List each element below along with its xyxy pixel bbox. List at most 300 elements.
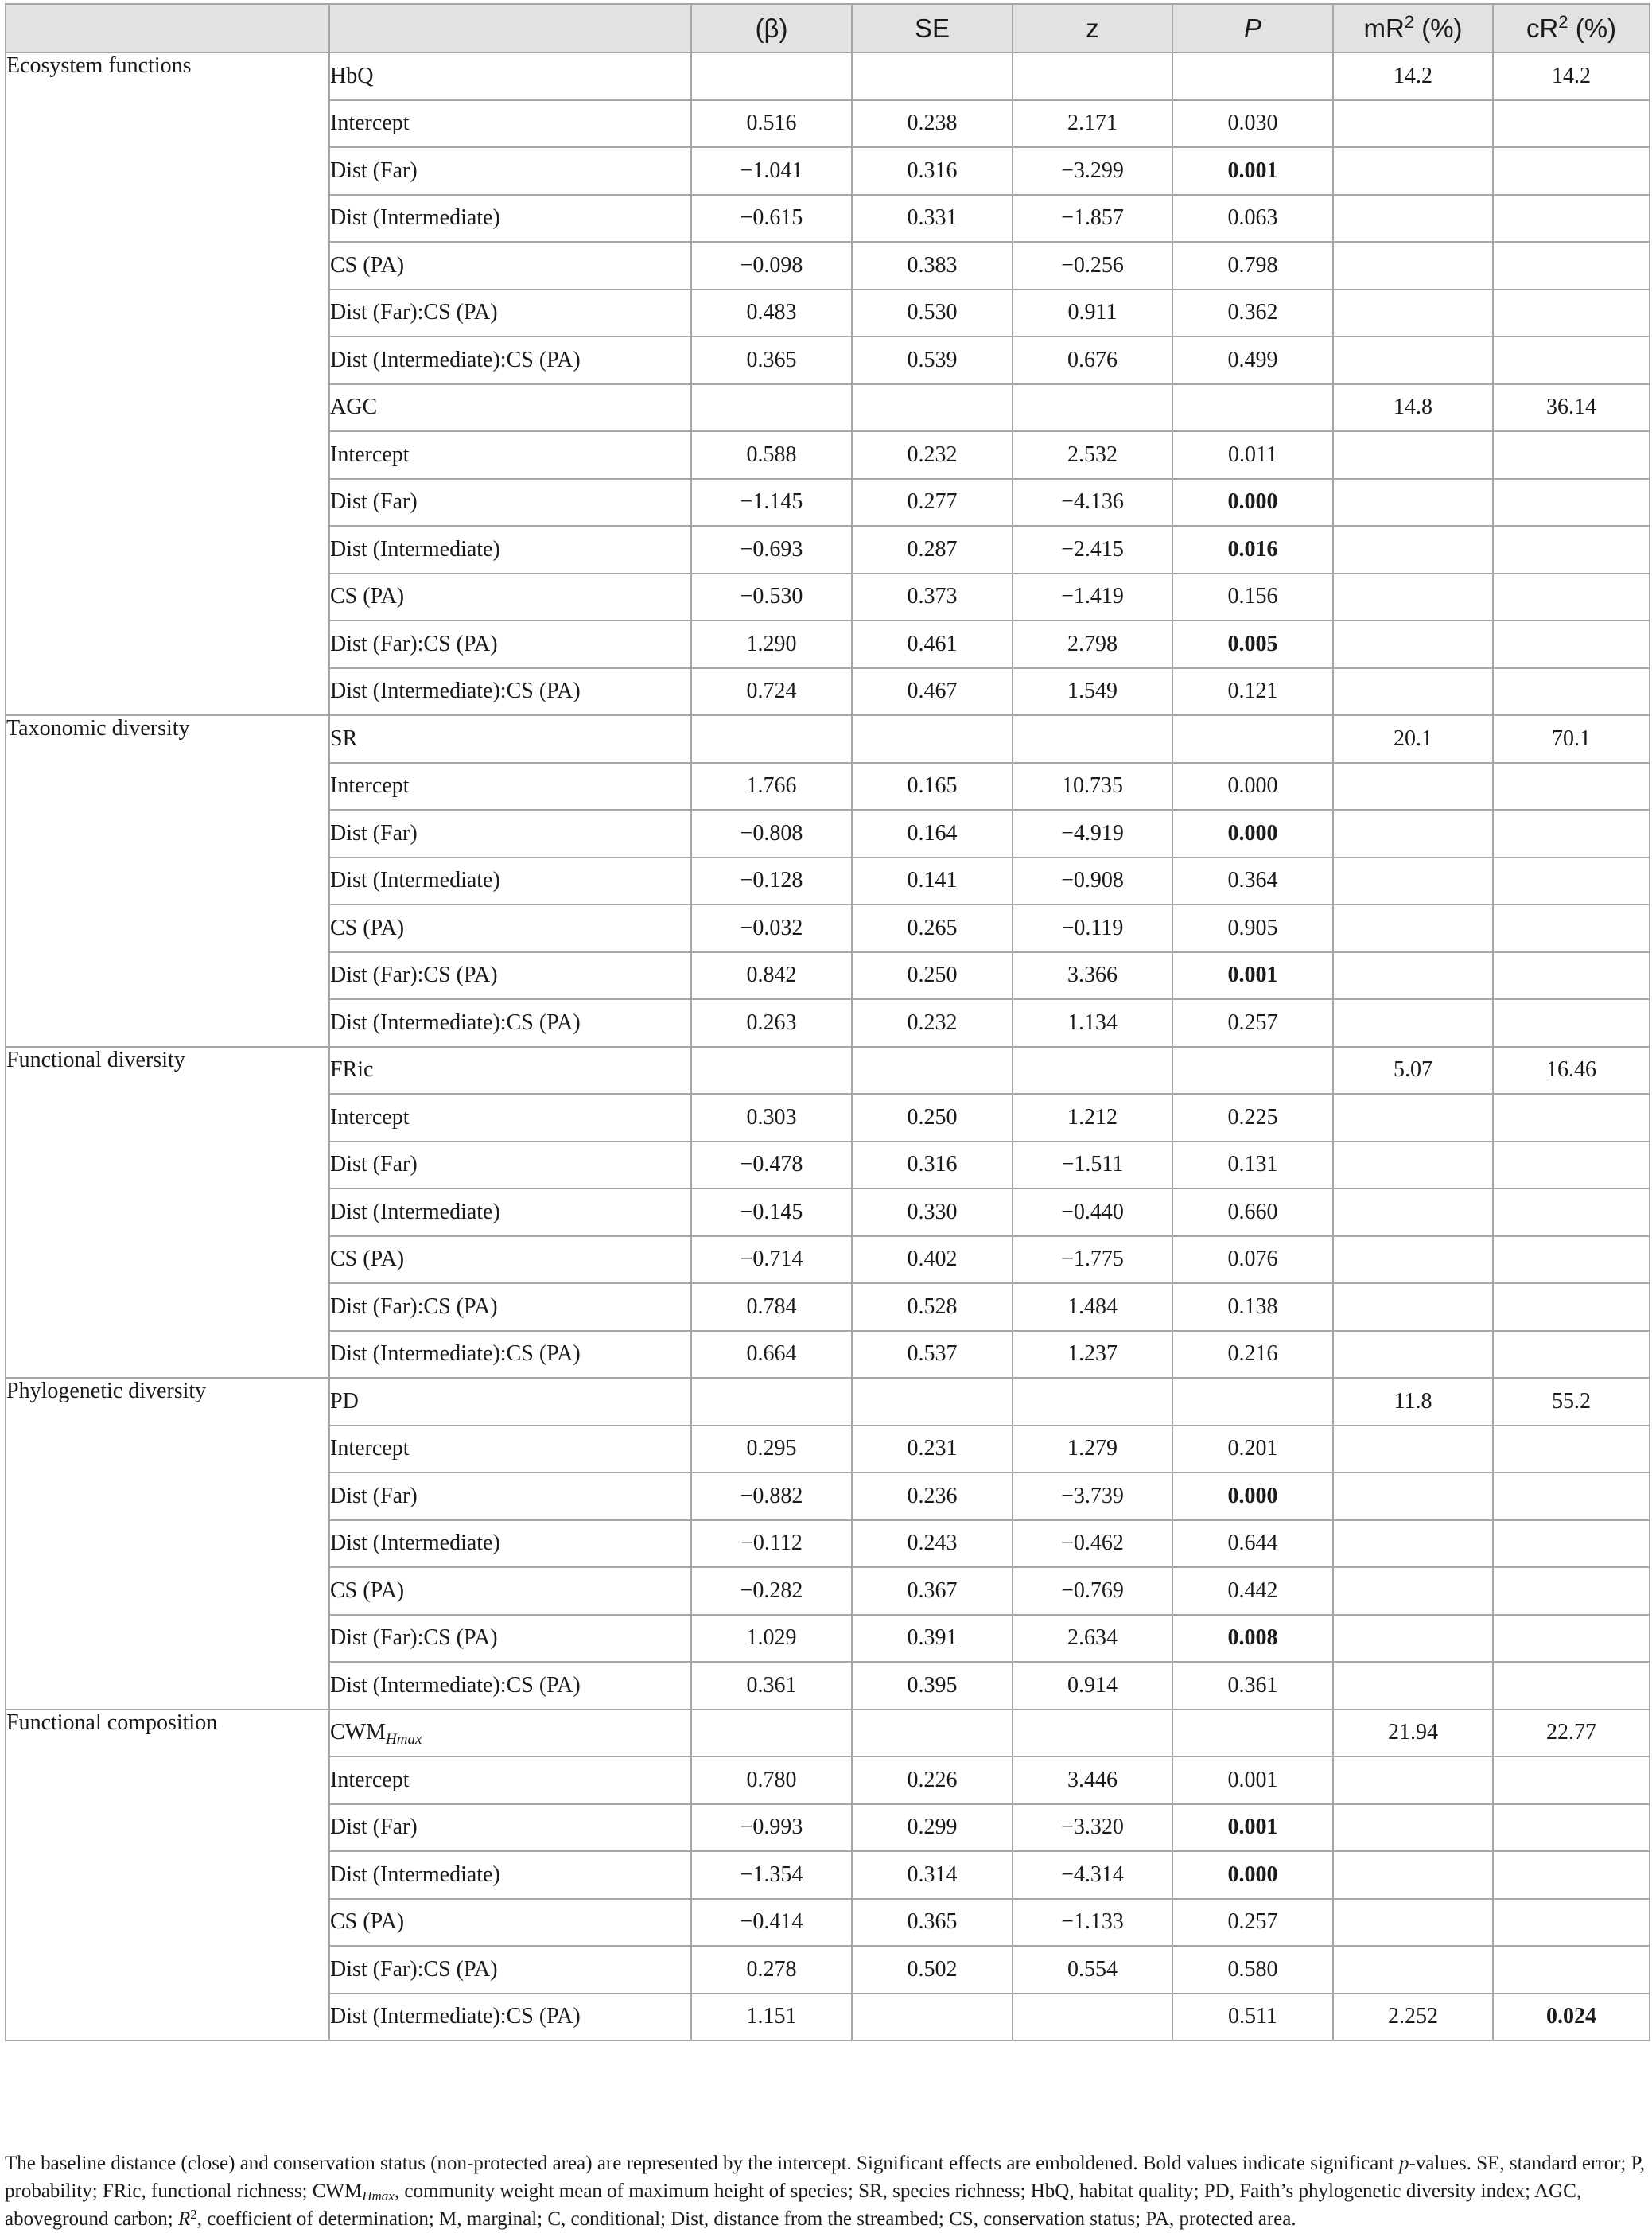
beta-cell: −0.128 xyxy=(691,858,852,905)
p-cell: 0.063 xyxy=(1172,195,1333,243)
se-cell: 0.265 xyxy=(852,904,1013,952)
se-cell: 0.232 xyxy=(852,431,1013,479)
cr2-cell xyxy=(1493,431,1650,479)
beta-cell: 1.151 xyxy=(691,1994,852,2041)
header-z: z xyxy=(1013,4,1172,53)
cr2-cell xyxy=(1493,999,1650,1047)
p-cell: 0.030 xyxy=(1172,100,1333,148)
cr2-cell xyxy=(1493,858,1650,905)
term-label: Dist (Far) xyxy=(329,1142,691,1189)
group-label: Functional diversity xyxy=(6,1047,329,1379)
cr2-cell: 55.2 xyxy=(1493,1378,1650,1426)
cr2-cell xyxy=(1493,1567,1650,1615)
mr2-cell xyxy=(1333,763,1493,811)
mr2-cell xyxy=(1333,195,1493,243)
beta-cell: 0.724 xyxy=(691,668,852,716)
footnote-r-sup: 2 xyxy=(190,2207,197,2222)
beta-cell xyxy=(691,53,852,100)
beta-cell: −0.112 xyxy=(691,1520,852,1568)
se-cell: 0.299 xyxy=(852,1804,1013,1852)
se-cell xyxy=(852,1047,1013,1095)
p-cell: 0.138 xyxy=(1172,1283,1333,1331)
p-cell: 0.131 xyxy=(1172,1142,1333,1189)
cr2-cell xyxy=(1493,337,1650,384)
header-mr2-sup: 2 xyxy=(1404,11,1415,32)
p-cell xyxy=(1172,715,1333,763)
footnote-part-2: -values. SE, standard error; P, probability; FRic, functional richness; CWM xyxy=(5,2153,1645,2202)
response-row xyxy=(6,1378,1650,1426)
beta-cell: 0.516 xyxy=(691,100,852,148)
beta-cell xyxy=(691,1710,852,1757)
header-cr2-tail: (%) xyxy=(1568,13,1617,43)
mr2-cell xyxy=(1333,1283,1493,1331)
se-cell: 0.365 xyxy=(852,1899,1013,1947)
z-cell: 1.484 xyxy=(1013,1283,1172,1331)
mr2-cell xyxy=(1333,574,1493,621)
mr2-cell xyxy=(1333,1756,1493,1804)
beta-cell: 0.361 xyxy=(691,1662,852,1710)
z-cell: −1.511 xyxy=(1013,1142,1172,1189)
se-cell: 0.373 xyxy=(852,574,1013,621)
cr2-cell xyxy=(1493,1283,1650,1331)
response-label-text: FRic xyxy=(330,1057,374,1083)
mr2-cell xyxy=(1333,1188,1493,1236)
response-label-text: AGC xyxy=(330,395,378,420)
cr2-cell xyxy=(1493,1331,1650,1379)
beta-cell: −0.098 xyxy=(691,242,852,290)
term-label: Dist (Far):CS (PA) xyxy=(329,620,691,668)
mr2-cell xyxy=(1333,290,1493,337)
term-label: Dist (Intermediate):CS (PA) xyxy=(329,999,691,1047)
cr2-cell xyxy=(1493,290,1650,337)
term-label: Intercept xyxy=(329,431,691,479)
table-footnote xyxy=(5,2149,1648,2233)
mr2-cell xyxy=(1333,100,1493,148)
cr2-cell xyxy=(1493,1851,1650,1899)
cr2-cell: 0.024 xyxy=(1493,1994,1650,2041)
cr2-cell xyxy=(1493,904,1650,952)
header-cr2-sup: 2 xyxy=(1558,11,1568,32)
se-cell: 0.236 xyxy=(852,1472,1013,1520)
se-cell: 0.164 xyxy=(852,810,1013,858)
z-cell xyxy=(1013,1047,1172,1095)
response-row xyxy=(6,53,1650,100)
se-cell: 0.367 xyxy=(852,1567,1013,1615)
cr2-cell xyxy=(1493,1094,1650,1142)
mr2-cell: 2.252 xyxy=(1333,1994,1493,2041)
cr2-cell xyxy=(1493,1946,1650,1994)
p-cell: 0.660 xyxy=(1172,1188,1333,1236)
response-label xyxy=(329,384,691,432)
cr2-cell xyxy=(1493,1520,1650,1568)
z-cell xyxy=(1013,1710,1172,1757)
z-cell: −0.256 xyxy=(1013,242,1172,290)
term-label: Dist (Far):CS (PA) xyxy=(329,290,691,337)
beta-cell: −1.354 xyxy=(691,1851,852,1899)
response-label xyxy=(329,1378,691,1426)
cr2-cell xyxy=(1493,1662,1650,1710)
se-cell: 0.502 xyxy=(852,1946,1013,1994)
term-label: Dist (Intermediate) xyxy=(329,195,691,243)
beta-cell xyxy=(691,384,852,432)
footnote-p-italic: p xyxy=(1399,2153,1409,2174)
cr2-cell xyxy=(1493,1615,1650,1663)
cr2-cell: 36.14 xyxy=(1493,384,1650,432)
cr2-cell xyxy=(1493,668,1650,716)
p-cell: 0.156 xyxy=(1172,574,1333,621)
z-cell: −3.320 xyxy=(1013,1804,1172,1852)
p-cell: 0.001 xyxy=(1172,1756,1333,1804)
term-label: Dist (Intermediate) xyxy=(329,1851,691,1899)
response-row xyxy=(6,1710,1650,1757)
mr2-cell xyxy=(1333,242,1493,290)
term-label: Intercept xyxy=(329,1756,691,1804)
mr2-cell xyxy=(1333,858,1493,905)
table-body xyxy=(6,53,1650,2040)
z-cell: −0.462 xyxy=(1013,1520,1172,1568)
beta-cell: 0.842 xyxy=(691,952,852,1000)
cr2-cell xyxy=(1493,763,1650,811)
mr2-cell xyxy=(1333,1946,1493,1994)
p-cell xyxy=(1172,384,1333,432)
se-cell xyxy=(852,384,1013,432)
footnote-part-1: The baseline distance (close) and conservation status (non-protected area) are represented by the intercept. Significant effects are emboldened. Bold values indicate significant xyxy=(5,2153,1400,2174)
cr2-cell xyxy=(1493,100,1650,148)
z-cell: 1.134 xyxy=(1013,999,1172,1047)
z-cell: −1.419 xyxy=(1013,574,1172,621)
z-cell: −4.136 xyxy=(1013,479,1172,527)
cr2-cell: 16.46 xyxy=(1493,1047,1650,1095)
term-label: Dist (Intermediate):CS (PA) xyxy=(329,337,691,384)
term-label: Intercept xyxy=(329,100,691,148)
term-label: Dist (Intermediate):CS (PA) xyxy=(329,1662,691,1710)
p-cell: 0.000 xyxy=(1172,763,1333,811)
z-cell: −0.908 xyxy=(1013,858,1172,905)
se-cell: 0.528 xyxy=(852,1283,1013,1331)
p-cell: 0.361 xyxy=(1172,1662,1333,1710)
cr2-cell xyxy=(1493,242,1650,290)
mr2-cell: 5.07 xyxy=(1333,1047,1493,1095)
mr2-cell xyxy=(1333,1804,1493,1852)
p-cell: 0.201 xyxy=(1172,1426,1333,1473)
mr2-cell xyxy=(1333,1851,1493,1899)
p-cell: 0.016 xyxy=(1172,526,1333,574)
group-label: Functional composition xyxy=(6,1710,329,2041)
response-label-text: PD xyxy=(330,1388,359,1414)
beta-cell: −1.145 xyxy=(691,479,852,527)
se-cell: 0.250 xyxy=(852,952,1013,1000)
p-cell: 0.011 xyxy=(1172,431,1333,479)
se-cell: 0.250 xyxy=(852,1094,1013,1142)
response-label xyxy=(329,1047,691,1095)
term-label: Dist (Far) xyxy=(329,479,691,527)
se-cell: 0.537 xyxy=(852,1331,1013,1379)
term-label: Dist (Intermediate) xyxy=(329,858,691,905)
cr2-cell xyxy=(1493,1236,1650,1284)
se-cell: 0.165 xyxy=(852,763,1013,811)
se-cell xyxy=(852,53,1013,100)
response-label xyxy=(329,715,691,763)
z-cell: 1.212 xyxy=(1013,1094,1172,1142)
beta-cell xyxy=(691,1378,852,1426)
z-cell: −1.775 xyxy=(1013,1236,1172,1284)
beta-cell: −0.615 xyxy=(691,195,852,243)
z-cell: 0.911 xyxy=(1013,290,1172,337)
cr2-cell xyxy=(1493,620,1650,668)
header-mr2 xyxy=(1333,4,1493,53)
p-cell xyxy=(1172,53,1333,100)
se-cell: 0.383 xyxy=(852,242,1013,290)
group-label: Ecosystem functions xyxy=(6,53,329,715)
p-cell xyxy=(1172,1378,1333,1426)
p-cell: 0.798 xyxy=(1172,242,1333,290)
beta-cell: −0.145 xyxy=(691,1188,852,1236)
p-cell: 0.257 xyxy=(1172,999,1333,1047)
response-label-text: CWM xyxy=(330,1720,386,1745)
beta-cell: 1.290 xyxy=(691,620,852,668)
mr2-cell xyxy=(1333,337,1493,384)
mr2-cell xyxy=(1333,952,1493,1000)
cr2-cell xyxy=(1493,147,1650,195)
beta-cell: 0.303 xyxy=(691,1094,852,1142)
z-cell: 1.279 xyxy=(1013,1426,1172,1473)
mr2-cell: 11.8 xyxy=(1333,1378,1493,1426)
footnote-r-italic: R xyxy=(177,2208,191,2230)
z-cell: 3.446 xyxy=(1013,1756,1172,1804)
term-label: Intercept xyxy=(329,763,691,811)
footnote-part-3: , community weight mean of maximum height of species; SR, species richness; HbQ, habitat quality; PD, Faith’s phylogenetic diversity index; AGC, aboveground carbon; xyxy=(5,2180,1582,2230)
p-cell: 0.000 xyxy=(1172,810,1333,858)
beta-cell: 0.295 xyxy=(691,1426,852,1473)
footnote-hmax-sub: Hmax xyxy=(362,2188,395,2204)
cr2-cell xyxy=(1493,574,1650,621)
se-cell: 0.287 xyxy=(852,526,1013,574)
se-cell: 0.277 xyxy=(852,479,1013,527)
beta-cell xyxy=(691,1047,852,1095)
header-beta: (β) xyxy=(691,4,852,53)
term-label: Intercept xyxy=(329,1426,691,1473)
term-label: CS (PA) xyxy=(329,904,691,952)
cr2-cell xyxy=(1493,195,1650,243)
p-cell: 0.121 xyxy=(1172,668,1333,716)
z-cell: −4.314 xyxy=(1013,1851,1172,1899)
beta-cell: 0.483 xyxy=(691,290,852,337)
p-cell: 0.580 xyxy=(1172,1946,1333,1994)
mr2-cell xyxy=(1333,147,1493,195)
response-label-sub: Hmax xyxy=(386,1731,422,1749)
p-cell: 0.001 xyxy=(1172,147,1333,195)
p-cell: 0.000 xyxy=(1172,479,1333,527)
z-cell: 0.676 xyxy=(1013,337,1172,384)
z-cell xyxy=(1013,53,1172,100)
beta-cell xyxy=(691,715,852,763)
mr2-cell: 20.1 xyxy=(1333,715,1493,763)
p-cell: 0.000 xyxy=(1172,1472,1333,1520)
header-mr2-main: mR xyxy=(1363,13,1405,43)
p-cell: 0.000 xyxy=(1172,1851,1333,1899)
z-cell: 3.366 xyxy=(1013,952,1172,1000)
se-cell: 0.316 xyxy=(852,1142,1013,1189)
se-cell: 0.331 xyxy=(852,195,1013,243)
p-cell: 0.216 xyxy=(1172,1331,1333,1379)
header-mr2-tail: (%) xyxy=(1414,13,1463,43)
se-cell: 0.461 xyxy=(852,620,1013,668)
mr2-cell xyxy=(1333,1615,1493,1663)
z-cell xyxy=(1013,715,1172,763)
p-cell xyxy=(1172,1710,1333,1757)
response-row xyxy=(6,1047,1650,1095)
p-cell: 0.499 xyxy=(1172,337,1333,384)
mr2-cell xyxy=(1333,1567,1493,1615)
se-cell: 0.238 xyxy=(852,100,1013,148)
term-label: CS (PA) xyxy=(329,242,691,290)
z-cell: −0.440 xyxy=(1013,1188,1172,1236)
header-cr2 xyxy=(1493,4,1650,53)
term-label: Dist (Intermediate) xyxy=(329,1520,691,1568)
beta-cell: 0.588 xyxy=(691,431,852,479)
term-label: Dist (Far) xyxy=(329,1804,691,1852)
z-cell: −3.739 xyxy=(1013,1472,1172,1520)
beta-cell: −0.282 xyxy=(691,1567,852,1615)
p-cell: 0.644 xyxy=(1172,1520,1333,1568)
se-cell: 0.232 xyxy=(852,999,1013,1047)
term-label: Intercept xyxy=(329,1094,691,1142)
z-cell: 2.171 xyxy=(1013,100,1172,148)
p-cell: 0.001 xyxy=(1172,1804,1333,1852)
z-cell xyxy=(1013,384,1172,432)
beta-cell: −0.530 xyxy=(691,574,852,621)
se-cell: 0.243 xyxy=(852,1520,1013,1568)
se-cell: 0.391 xyxy=(852,1615,1013,1663)
mr2-cell xyxy=(1333,999,1493,1047)
z-cell: 1.549 xyxy=(1013,668,1172,716)
z-cell: −1.857 xyxy=(1013,195,1172,243)
mr2-cell xyxy=(1333,1662,1493,1710)
beta-cell: 1.766 xyxy=(691,763,852,811)
se-cell xyxy=(852,715,1013,763)
mr2-cell xyxy=(1333,1520,1493,1568)
header-group xyxy=(6,4,329,53)
group-label: Phylogenetic diversity xyxy=(6,1378,329,1710)
mr2-cell xyxy=(1333,1331,1493,1379)
cr2-cell xyxy=(1493,1472,1650,1520)
z-cell: 2.798 xyxy=(1013,620,1172,668)
mr2-cell xyxy=(1333,620,1493,668)
z-cell: −2.415 xyxy=(1013,526,1172,574)
se-cell xyxy=(852,1710,1013,1757)
beta-cell: −0.714 xyxy=(691,1236,852,1284)
mr2-cell xyxy=(1333,1142,1493,1189)
group-label: Taxonomic diversity xyxy=(6,715,329,1047)
cr2-cell xyxy=(1493,1142,1650,1189)
z-cell: 2.634 xyxy=(1013,1615,1172,1663)
p-cell: 0.257 xyxy=(1172,1899,1333,1947)
se-cell: 0.402 xyxy=(852,1236,1013,1284)
p-cell xyxy=(1172,1047,1333,1095)
se-cell xyxy=(852,1994,1013,2041)
se-cell: 0.539 xyxy=(852,337,1013,384)
p-cell: 0.005 xyxy=(1172,620,1333,668)
z-cell xyxy=(1013,1994,1172,2041)
term-label: Dist (Far) xyxy=(329,1472,691,1520)
se-cell: 0.316 xyxy=(852,147,1013,195)
term-label: Dist (Far) xyxy=(329,147,691,195)
p-cell: 0.076 xyxy=(1172,1236,1333,1284)
p-cell: 0.362 xyxy=(1172,290,1333,337)
z-cell: −0.119 xyxy=(1013,904,1172,952)
beta-cell: −0.808 xyxy=(691,810,852,858)
p-cell: 0.225 xyxy=(1172,1094,1333,1142)
z-cell: 2.532 xyxy=(1013,431,1172,479)
term-label: CS (PA) xyxy=(329,1236,691,1284)
beta-cell: 0.365 xyxy=(691,337,852,384)
z-cell: −0.769 xyxy=(1013,1567,1172,1615)
header-se: SE xyxy=(852,4,1013,53)
mr2-cell: 14.2 xyxy=(1333,53,1493,100)
cr2-cell: 22.77 xyxy=(1493,1710,1650,1757)
p-cell: 0.008 xyxy=(1172,1615,1333,1663)
beta-cell: −0.414 xyxy=(691,1899,852,1947)
footnote-part-4: , coefficient of determination; M, marginal; C, conditional; Dist, distance from the streambed; CS, conservation status; PA, protected area. xyxy=(196,2208,1296,2230)
term-label: Dist (Far):CS (PA) xyxy=(329,952,691,1000)
beta-cell: −0.032 xyxy=(691,904,852,952)
header-p: P xyxy=(1172,4,1333,53)
beta-cell: −0.993 xyxy=(691,1804,852,1852)
mr2-cell xyxy=(1333,479,1493,527)
response-label-text: HbQ xyxy=(330,63,374,88)
z-cell: 1.237 xyxy=(1013,1331,1172,1379)
z-cell: −4.919 xyxy=(1013,810,1172,858)
beta-cell: 0.784 xyxy=(691,1283,852,1331)
cr2-cell: 14.2 xyxy=(1493,53,1650,100)
se-cell xyxy=(852,1378,1013,1426)
header-cr2-main: cR xyxy=(1526,13,1559,43)
z-cell: 0.914 xyxy=(1013,1662,1172,1710)
beta-cell: −0.478 xyxy=(691,1142,852,1189)
z-cell: −3.299 xyxy=(1013,147,1172,195)
cr2-cell xyxy=(1493,1756,1650,1804)
z-cell: −1.133 xyxy=(1013,1899,1172,1947)
term-label: CS (PA) xyxy=(329,1899,691,1947)
mr2-cell: 14.8 xyxy=(1333,384,1493,432)
cr2-cell xyxy=(1493,479,1650,527)
z-cell xyxy=(1013,1378,1172,1426)
p-cell: 0.364 xyxy=(1172,858,1333,905)
results-table xyxy=(5,3,1650,2041)
mr2-cell xyxy=(1333,431,1493,479)
z-cell: 10.735 xyxy=(1013,763,1172,811)
term-label: Dist (Far) xyxy=(329,810,691,858)
term-label: Dist (Intermediate):CS (PA) xyxy=(329,1994,691,2041)
se-cell: 0.395 xyxy=(852,1662,1013,1710)
term-label: Dist (Far):CS (PA) xyxy=(329,1946,691,1994)
beta-cell: −0.693 xyxy=(691,526,852,574)
beta-cell: 0.780 xyxy=(691,1756,852,1804)
table-header xyxy=(6,4,1650,53)
cr2-cell xyxy=(1493,810,1650,858)
p-cell: 0.905 xyxy=(1172,904,1333,952)
se-cell: 0.530 xyxy=(852,290,1013,337)
beta-cell: 0.664 xyxy=(691,1331,852,1379)
term-label: Dist (Intermediate):CS (PA) xyxy=(329,668,691,716)
cr2-cell xyxy=(1493,952,1650,1000)
p-cell: 0.001 xyxy=(1172,952,1333,1000)
se-cell: 0.226 xyxy=(852,1756,1013,1804)
se-cell: 0.467 xyxy=(852,668,1013,716)
beta-cell: 1.029 xyxy=(691,1615,852,1663)
term-label: CS (PA) xyxy=(329,574,691,621)
mr2-cell xyxy=(1333,904,1493,952)
